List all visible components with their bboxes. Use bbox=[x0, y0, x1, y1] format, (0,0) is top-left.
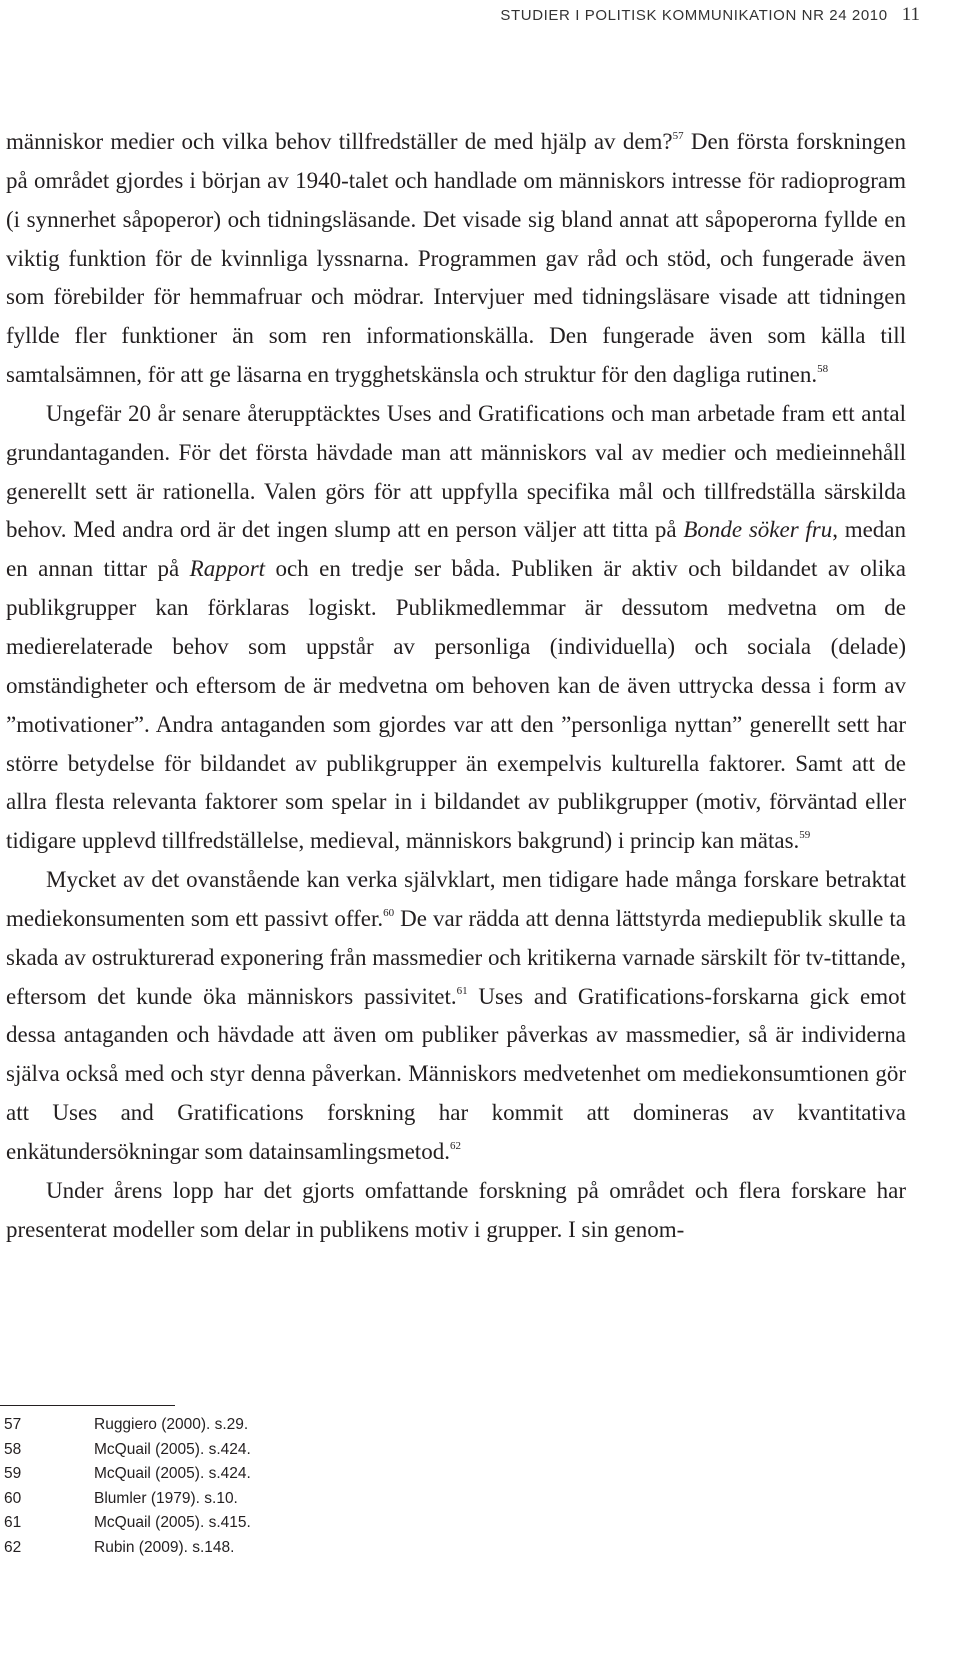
footnote-reference: 60 bbox=[383, 906, 395, 919]
footnote-reference: 59 bbox=[799, 829, 811, 842]
text-run: Uses and Gratifications-forskarna gick emot dessa antaganden och hävdade att även om publiker påverkas av massmedier, så är individerna själva också med och styr denna påverkan. Människors medvetenhet om mediekonsumtionen gör att Uses and Gratifications forskning har kommit att domineras av kvantitativa enkätundersökningar som datainsamlingsmetod. bbox=[6, 983, 906, 1164]
footnote-reference: 61 bbox=[456, 984, 468, 997]
footnote-divider bbox=[0, 1405, 175, 1406]
text-run: och en tredje ser båda. Publiken är aktiv och bildandet av olika publikgrupper kan förklaras logiskt. Publikmedlemmar är dessutom medvetna om de medierelaterade behov som uppstår av personliga (individuella) och sociala (delade) omständigheter och eftersom de är medvetna om behoven kan de även uttrycka dessa i form av ”motivationer”. Andra antaganden som gjordes var att den ”personliga nyttan” generellt sett har större betydelse för bildandet av publikgrupper än exempelvis kulturella faktorer. Samt att de allra flesta relevanta faktorer som spelar in i bildandet av publikgrupper (motiv, förväntad eller tidigare upplevd tillfredställelse, medieval, människors bakgrund) i princip kan mätas. bbox=[6, 556, 907, 854]
footnote bbox=[4, 1438, 251, 1463]
footnotes bbox=[4, 1413, 251, 1561]
footnote bbox=[4, 1462, 251, 1487]
footnote-number: 58 bbox=[4, 1440, 22, 1458]
footnote-reference: 57 bbox=[672, 130, 684, 142]
footnote-number: 60 bbox=[4, 1489, 22, 1507]
text-run: Under årens lopp har det gjorts omfattande forskning på området och flera forskare har presenterat modeller som delar in publikens motiv i grupper. I sin genom- bbox=[6, 1177, 906, 1242]
text-run: Den första forskningen på området gjordes i början av 1940-talet och handlade om människors intresse för radioprogram (i synnerhet såpoperor) och tidningsläsande. Det visade sig bland annat att såpoperorna fyllde en viktig funktion för de kvinnliga lyssnarna. Programmen gav råd och stöd, och fungerade även som förebilder för hemmafruar och mödrar. Intervjuer med tidningsläsare visade att tidningen fyllde fler funktioner än som ren informationskälla. Den fungerade även som källa till samtalsämnen, för att ge läsarna en trygghetskänsla och struktur för den dagliga rutinen. bbox=[6, 129, 906, 388]
footnote bbox=[4, 1511, 251, 1536]
text-run: Mycket av det ovanstående kan verka självklart, men tidigare hade många forskare betraktat mediekonsumenten som ett passivt offer. bbox=[6, 867, 906, 931]
footnote-number: 57 bbox=[4, 1416, 22, 1433]
footnote-text: McQuail (2005). s.415. bbox=[94, 1514, 251, 1532]
text-run: människor medier och vilka behov tillfredställer de med hjälp av dem? bbox=[6, 129, 673, 154]
body-paragraph bbox=[6, 1172, 906, 1250]
italic-title: Rapport bbox=[189, 556, 266, 582]
footnote-text: Rubin (2009). s.148. bbox=[94, 1538, 235, 1556]
footnote-number: 61 bbox=[4, 1514, 22, 1532]
body-paragraph bbox=[6, 861, 906, 1172]
footnote-text: Ruggiero (2000). s.29. bbox=[94, 1416, 249, 1433]
footnote-number: 59 bbox=[4, 1465, 22, 1483]
footnote-number: 62 bbox=[4, 1538, 22, 1556]
italic-title: Bonde söker fru bbox=[683, 517, 833, 543]
footnote-text: McQuail (2005). s.424. bbox=[94, 1465, 251, 1483]
body-paragraph bbox=[6, 395, 906, 861]
text-run: De var rädda att denna lättstyrda mediepublik skulle ta skada av ostrukturerad exponering från massmedier och kritikerna varnade särskilt för tv-tittande, eftersom det kunde öka människors passivitet. bbox=[6, 905, 906, 1009]
footnote bbox=[4, 1413, 251, 1438]
footnote-text: McQuail (2005). s.424. bbox=[94, 1440, 251, 1458]
footnote-reference: 62 bbox=[449, 1139, 461, 1152]
text-run: , medan en annan tittar på bbox=[6, 517, 906, 582]
footnote-reference: 58 bbox=[817, 363, 829, 376]
footnote-text: Blumler (1979). s.10. bbox=[94, 1489, 238, 1507]
running-header bbox=[500, 4, 920, 26]
footnote bbox=[4, 1487, 251, 1512]
footnote bbox=[4, 1536, 251, 1561]
text-run: Ungefär 20 år senare återupptäcktes Uses and Gratifications och man arbetade fram ett antal grundantaganden. För det första hävdade man att människors val av medier och medieinnehåll generellt sett är rationella. Valen görs för att uppfylla specifika mål och tillfredställa särskilda behov. Med andra ord är det ingen slump att en person väljer att titta på bbox=[6, 400, 906, 543]
body-paragraph bbox=[6, 123, 906, 395]
journal-title: STUDIER I POLITISK KOMMUNIKATION NR 24 2010 bbox=[500, 7, 888, 24]
page-number: 11 bbox=[901, 4, 920, 25]
body-text bbox=[6, 123, 906, 1249]
